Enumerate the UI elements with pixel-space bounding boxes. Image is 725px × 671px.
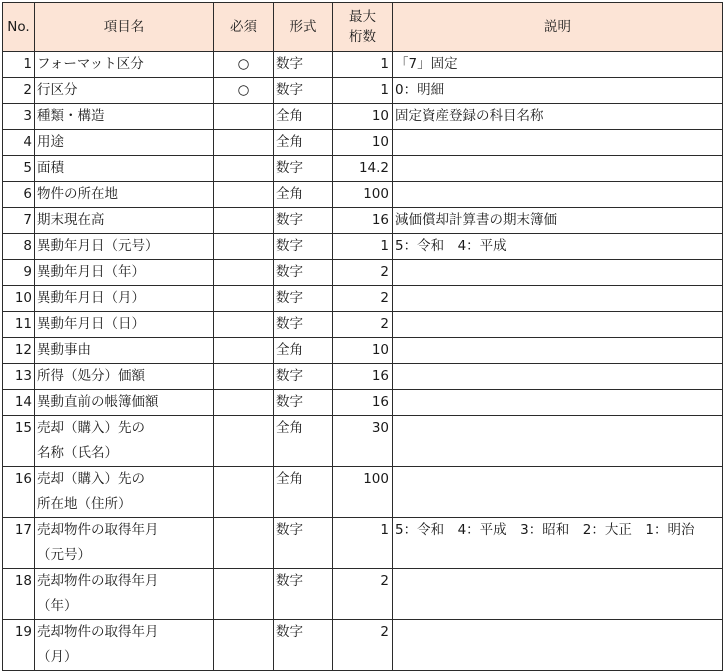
row-required [214, 364, 274, 390]
row-format: 全角 [274, 338, 333, 364]
row-description [393, 620, 723, 671]
row-description [393, 416, 723, 467]
row-item-name-line1: 異動年月日（日） [37, 316, 145, 332]
header-format: 形式 [274, 3, 333, 52]
row-item-name-line1: 期末現在高 [37, 212, 105, 228]
row-item-name-line2: 名称（氏名） [37, 445, 118, 461]
row-item-name [35, 312, 214, 338]
row-max-digits: 1 [333, 52, 393, 78]
row-item-name-line2: （元号） [37, 547, 91, 563]
table-row [3, 416, 723, 467]
row-format: 数字 [274, 52, 333, 78]
row-description: 0：明細 [393, 78, 723, 104]
table-body [3, 52, 723, 671]
row-max-digits: 16 [333, 390, 393, 416]
row-item-name-line1: 異動年月日（月） [37, 290, 145, 306]
row-format: 数字 [274, 234, 333, 260]
row-required [214, 234, 274, 260]
row-item-name [35, 569, 214, 620]
row-required: ○ [214, 52, 274, 78]
row-no: 15 [3, 416, 35, 467]
row-required [214, 390, 274, 416]
row-no: 3 [3, 104, 35, 130]
row-description: 5：令和 4：平成 3：昭和 2：大正 1：明治 [393, 518, 723, 569]
row-item-name [35, 104, 214, 130]
row-format: 数字 [274, 569, 333, 620]
row-format: 全角 [274, 467, 333, 518]
row-no: 2 [3, 78, 35, 104]
header-no: No. [3, 3, 35, 52]
row-item-name-line2: （月） [37, 649, 78, 665]
row-item-name [35, 416, 214, 467]
row-max-digits: 14.2 [333, 156, 393, 182]
header-item-name: 項目名 [35, 3, 214, 52]
row-description [393, 338, 723, 364]
row-description [393, 286, 723, 312]
row-format: 数字 [274, 286, 333, 312]
row-max-digits: 2 [333, 312, 393, 338]
row-required: ○ [214, 78, 274, 104]
row-item-name-line1: 用途 [37, 134, 64, 150]
row-no: 19 [3, 620, 35, 671]
row-item-name-line1: 所得（処分）価額 [37, 368, 145, 384]
table-row [3, 338, 723, 364]
row-item-name [35, 78, 214, 104]
row-required [214, 620, 274, 671]
table-row [3, 234, 723, 260]
row-description [393, 467, 723, 518]
table-row [3, 260, 723, 286]
header-max-digits-line1: 最大 [349, 9, 376, 25]
row-format: 数字 [274, 156, 333, 182]
row-description: 減価償却計算書の期末簿価 [393, 208, 723, 234]
row-item-name-line2: （年） [37, 598, 78, 614]
row-required [214, 569, 274, 620]
row-max-digits: 10 [333, 130, 393, 156]
row-description: 「7」固定 [393, 52, 723, 78]
row-format: 全角 [274, 130, 333, 156]
row-item-name [35, 234, 214, 260]
row-max-digits: 2 [333, 286, 393, 312]
row-format: 数字 [274, 620, 333, 671]
table-row [3, 78, 723, 104]
row-no: 12 [3, 338, 35, 364]
row-max-digits: 10 [333, 338, 393, 364]
row-required [214, 156, 274, 182]
row-description [393, 569, 723, 620]
row-format: 数字 [274, 390, 333, 416]
spec-table [2, 2, 723, 671]
row-max-digits: 2 [333, 569, 393, 620]
row-format: 数字 [274, 312, 333, 338]
row-item-name-line1: 異動事由 [37, 342, 91, 358]
row-item-name-line1: 異動直前の帳簿価額 [37, 394, 159, 410]
row-item-name-line1: 異動年月日（元号） [37, 238, 159, 254]
row-item-name [35, 52, 214, 78]
row-required [214, 416, 274, 467]
row-item-name [35, 338, 214, 364]
row-description [393, 260, 723, 286]
row-format: 全角 [274, 182, 333, 208]
row-item-name-line1: 行区分 [37, 82, 78, 98]
header-max-digits [333, 3, 393, 52]
header-required: 必須 [214, 3, 274, 52]
row-no: 8 [3, 234, 35, 260]
row-item-name [35, 286, 214, 312]
row-no: 10 [3, 286, 35, 312]
row-max-digits: 30 [333, 416, 393, 467]
table-row [3, 569, 723, 620]
row-max-digits: 10 [333, 104, 393, 130]
row-no: 17 [3, 518, 35, 569]
table-row [3, 364, 723, 390]
header-max-digits-line2: 桁数 [349, 29, 376, 45]
row-description: 固定資産登録の科目名称 [393, 104, 723, 130]
table-row [3, 286, 723, 312]
row-item-name [35, 518, 214, 569]
row-format: 数字 [274, 518, 333, 569]
row-no: 18 [3, 569, 35, 620]
table-row [3, 518, 723, 569]
table-row [3, 182, 723, 208]
row-no: 4 [3, 130, 35, 156]
row-max-digits: 1 [333, 234, 393, 260]
row-item-name-line1: 売却（購入）先の [37, 420, 145, 436]
row-no: 16 [3, 467, 35, 518]
row-required [214, 518, 274, 569]
row-item-name [35, 390, 214, 416]
table-row [3, 620, 723, 671]
row-no: 11 [3, 312, 35, 338]
row-no: 7 [3, 208, 35, 234]
row-item-name-line1: 売却物件の取得年月 [37, 573, 159, 589]
row-item-name [35, 130, 214, 156]
table-row [3, 156, 723, 182]
row-format: 数字 [274, 78, 333, 104]
row-required [214, 182, 274, 208]
row-description [393, 390, 723, 416]
row-item-name-line1: 種類・構造 [37, 108, 105, 124]
row-format: 数字 [274, 208, 333, 234]
table-row [3, 208, 723, 234]
row-max-digits: 2 [333, 260, 393, 286]
row-no: 6 [3, 182, 35, 208]
row-max-digits: 2 [333, 620, 393, 671]
row-description [393, 182, 723, 208]
row-item-name [35, 364, 214, 390]
row-item-name-line1: 売却物件の取得年月 [37, 624, 159, 640]
table-header [3, 3, 723, 52]
row-item-name [35, 260, 214, 286]
row-item-name [35, 182, 214, 208]
row-max-digits: 16 [333, 208, 393, 234]
row-format: 数字 [274, 364, 333, 390]
table-row [3, 104, 723, 130]
table-row [3, 130, 723, 156]
row-item-name-line1: 売却（購入）先の [37, 471, 145, 487]
row-no: 13 [3, 364, 35, 390]
row-required [214, 208, 274, 234]
row-item-name [35, 620, 214, 671]
row-no: 14 [3, 390, 35, 416]
row-format: 全角 [274, 104, 333, 130]
row-max-digits: 1 [333, 518, 393, 569]
row-description [393, 156, 723, 182]
row-no: 5 [3, 156, 35, 182]
table-row [3, 390, 723, 416]
row-item-name [35, 156, 214, 182]
header-description: 説明 [393, 3, 723, 52]
table-row [3, 312, 723, 338]
row-item-name-line1: 物件の所在地 [37, 186, 118, 202]
row-required [214, 286, 274, 312]
row-required [214, 104, 274, 130]
table-row [3, 52, 723, 78]
table-row [3, 467, 723, 518]
row-item-name-line1: 面積 [37, 160, 64, 176]
row-description [393, 130, 723, 156]
row-max-digits: 100 [333, 467, 393, 518]
row-description [393, 364, 723, 390]
row-item-name-line1: フォーマット区分 [37, 56, 144, 72]
row-format: 全角 [274, 416, 333, 467]
row-item-name [35, 467, 214, 518]
row-max-digits: 1 [333, 78, 393, 104]
row-required [214, 338, 274, 364]
row-item-name-line2: 所在地（住所） [37, 496, 132, 512]
row-max-digits: 100 [333, 182, 393, 208]
row-required [214, 260, 274, 286]
row-description [393, 312, 723, 338]
row-required [214, 312, 274, 338]
row-max-digits: 16 [333, 364, 393, 390]
row-required [214, 467, 274, 518]
row-format: 数字 [274, 260, 333, 286]
row-item-name-line1: 異動年月日（年） [37, 264, 145, 280]
row-item-name [35, 208, 214, 234]
row-no: 9 [3, 260, 35, 286]
row-item-name-line1: 売却物件の取得年月 [37, 522, 159, 538]
row-no: 1 [3, 52, 35, 78]
row-description: 5：令和 4：平成 [393, 234, 723, 260]
row-required [214, 130, 274, 156]
